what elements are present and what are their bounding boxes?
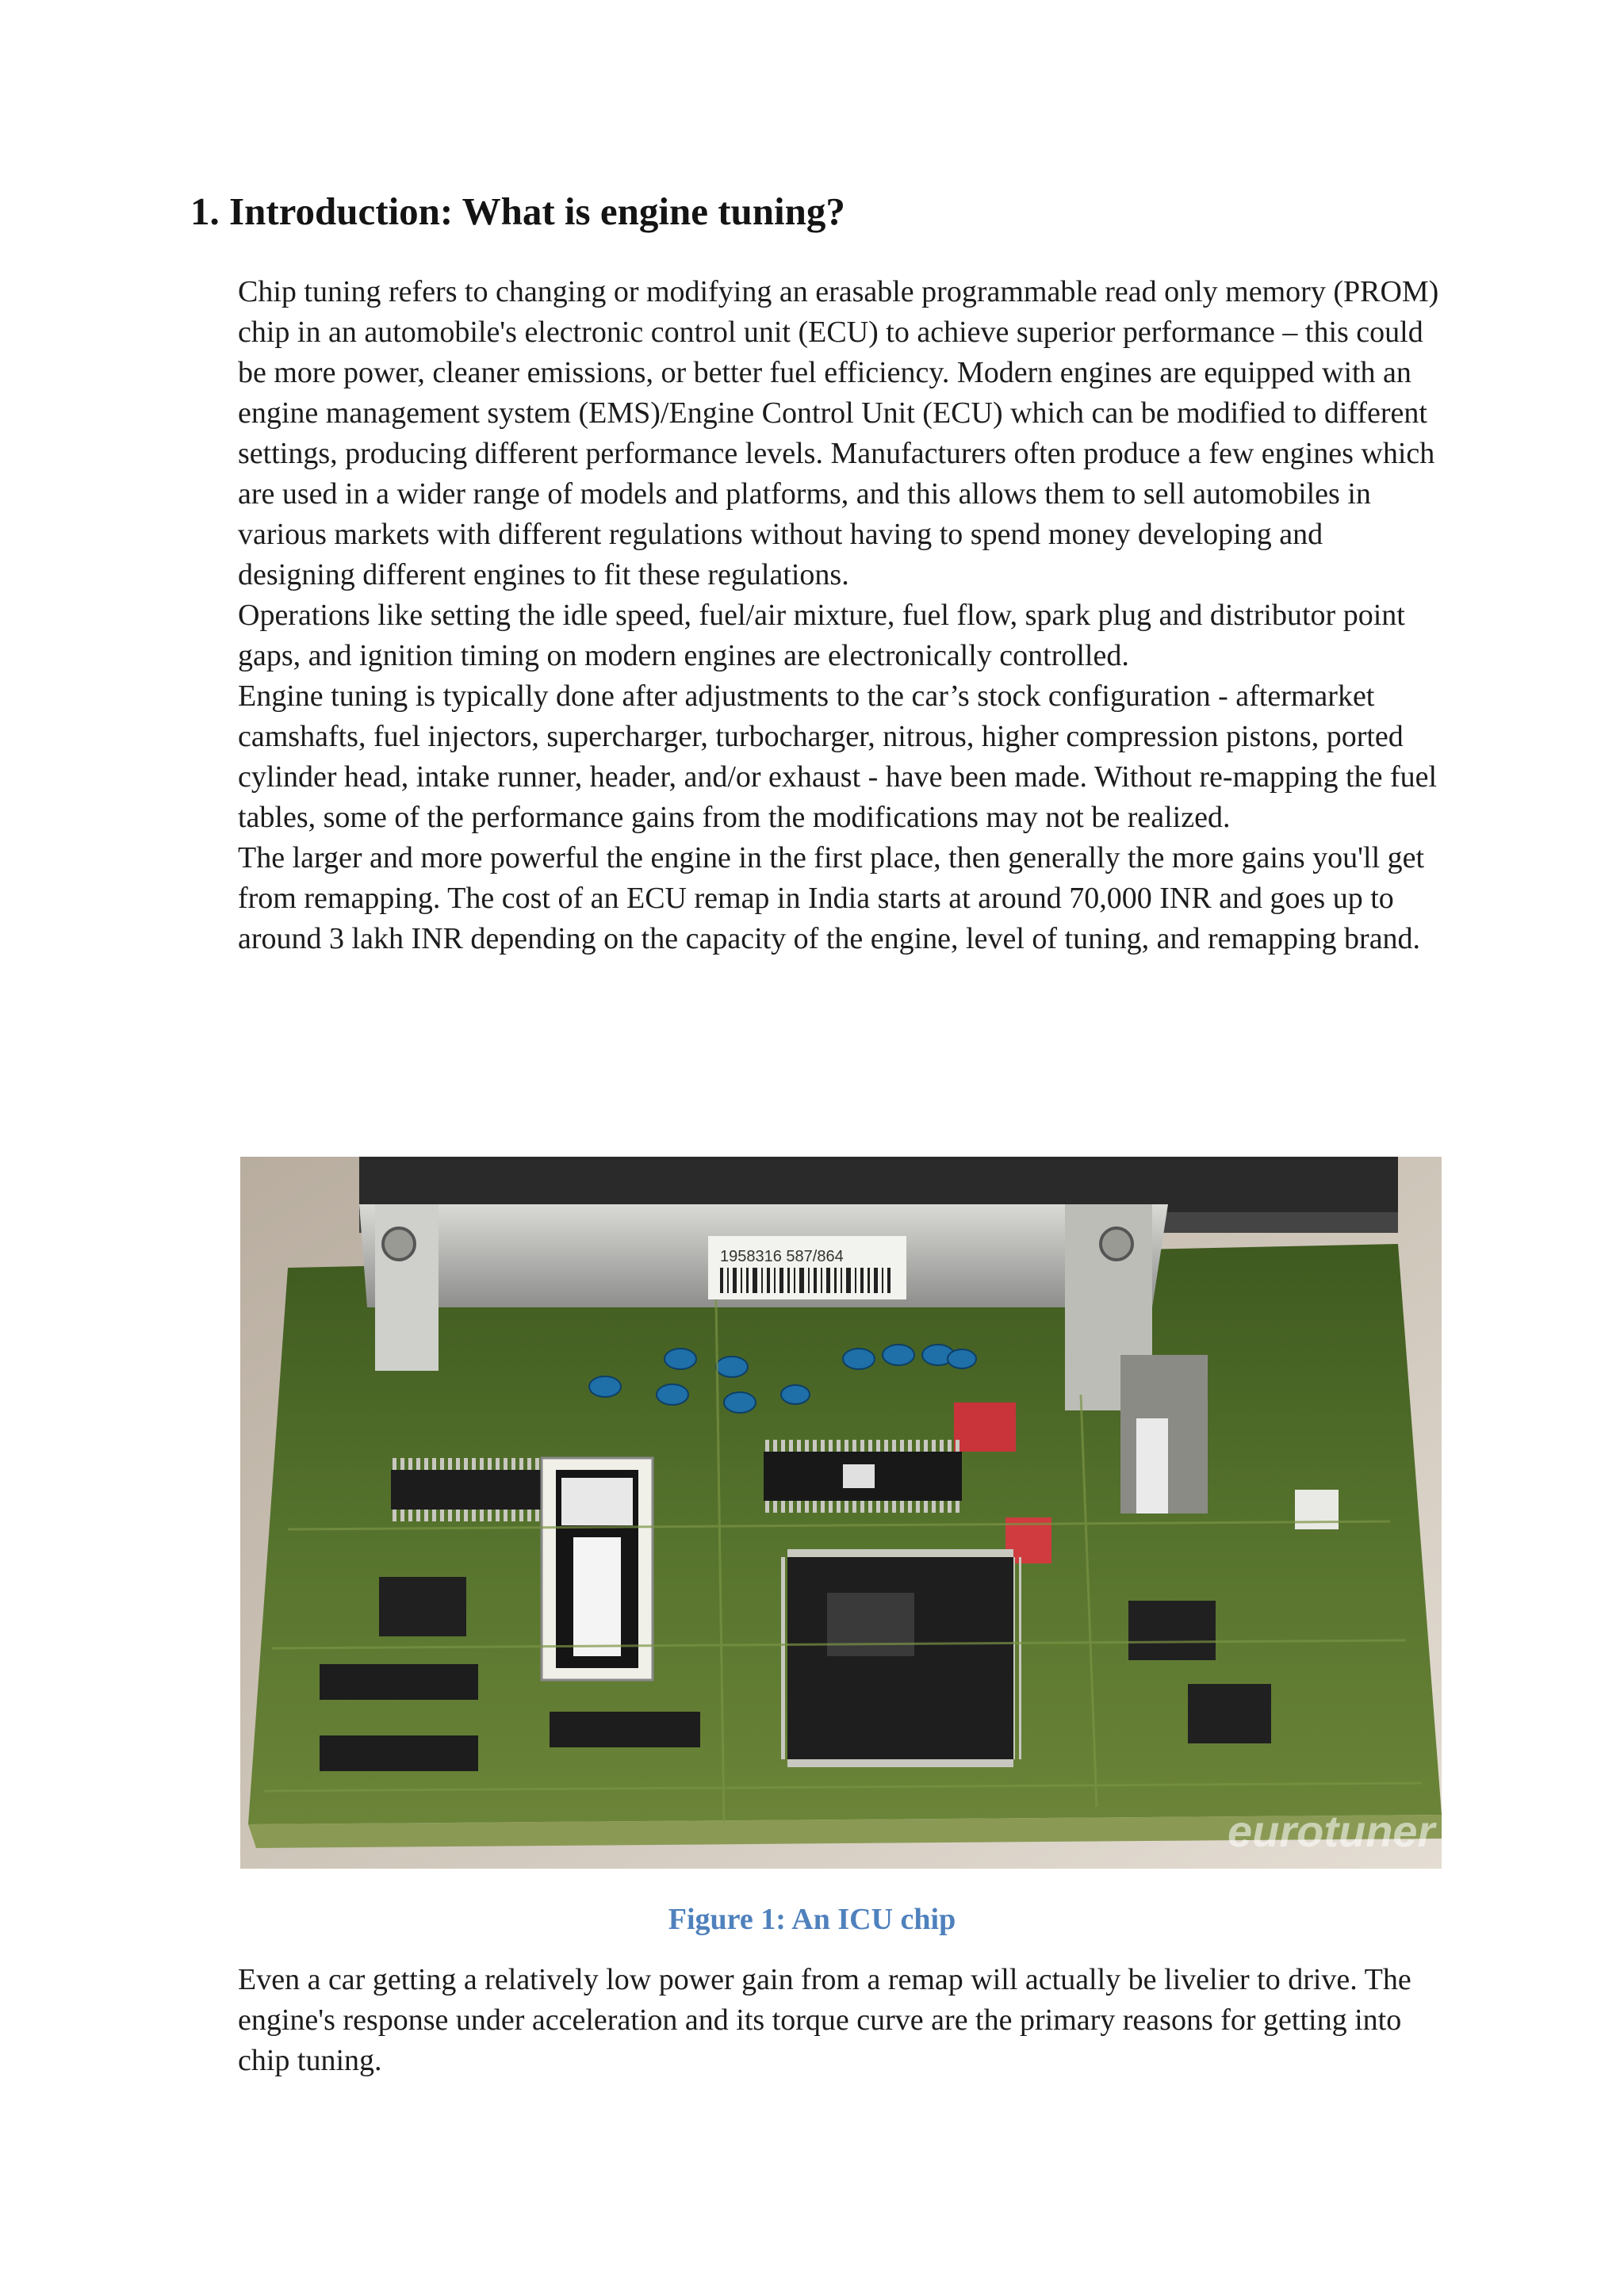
paragraph-engine-tuning: Engine tuning is typically done after adjustments to the car’s stock configuration - aftermarket camshafts, fuel injectors, supercharger, turbocharger, nitrous, higher compression pistons, ported cylinder head, intake runner, header, and/or exhaust - have been made. Without re-mapping the fuel tables, some of the performance gains from the modifications may not be realized. [238, 679, 1438, 834]
intro-text [238, 272, 1443, 959]
paragraph-closing: Even a car getting a relatively low power gain from a remap will actually be livelier to drive. The engine's response under acceleration and its torque curve are the primary reasons for getting into chip tuning. [238, 1963, 1411, 2077]
paragraph-chip-tuning: Chip tuning refers to changing or modifying an erasable programmable read only memory (PROM) chip in an automobile's electronic control unit (ECU) to achieve superior performance – this could be more power, cleaner emissions, or better fuel efficiency. Modern engines are equipped with an engine management system (EMS)/Engine Control Unit (ECU) which can be modified to different settings, producing different performance levels. Manufacturers often produce a few engines which are used in a wider range of models and platforms, and this allows them to sell automobiles in various markets with different regulations without having to spend money developing and designing different engines to fit these regulations. [238, 275, 1439, 591]
closing-text [238, 1960, 1443, 2081]
section-heading: 1. Introduction: What is engine tuning? [190, 189, 845, 233]
ecu-board-photo [240, 1157, 1442, 1869]
barcode-label-text: 1958316 587/864 [720, 1248, 844, 1265]
paragraph-remap-cost: The larger and more powerful the engine in the first place, then generally the more gains you'll get from remapping. The cost of an ECU remap in India starts at around 70,000 INR and goes up to around 3 lakh INR depending on the capacity of the engine, level of tuning, and remapping brand. [238, 841, 1425, 955]
photo-watermark: eurotuner [1228, 1806, 1435, 1856]
paragraph-operations: Operations like setting the idle speed, fuel/air mixture, fuel flow, spark plug and distributor point gaps, and ignition timing on modern engines are electronically controlled. [238, 599, 1405, 672]
figure-caption: Figure 1: An ICU chip [668, 1903, 956, 1936]
